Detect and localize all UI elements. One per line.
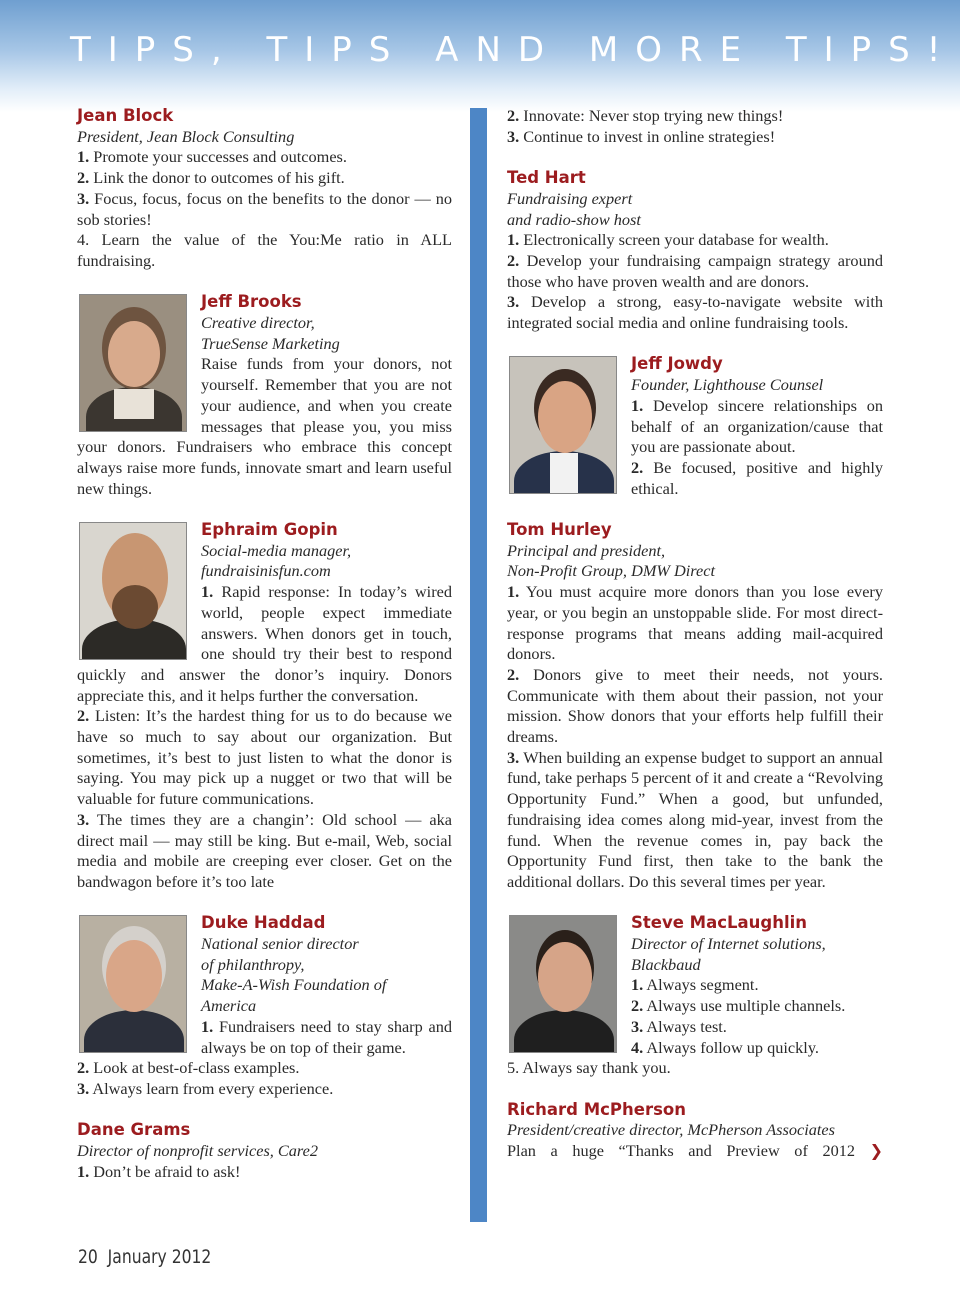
tip-item: 3. Always test.	[631, 1016, 727, 1036]
tip-item: 3. Focus, focus, focus on the benefits to the donor — no sob stories!	[77, 188, 452, 229]
tip-item: 2. Look at best-of-class examples.	[77, 1058, 300, 1078]
contributor-role: Principal and president,	[507, 540, 666, 560]
contributor-role: Creative director,	[201, 313, 315, 333]
right-column	[507, 106, 883, 1182]
contributor-role: Founder, Lighthouse Counsel	[631, 375, 824, 395]
page-title: TIPS, TIPS AND MORE TIPS!	[70, 30, 958, 70]
tip-item: 2. Be focused, positive and highly ethical.	[631, 457, 883, 498]
issue-date: January 2012	[107, 1246, 212, 1268]
contributor-role: America	[201, 996, 257, 1016]
contributor-role: President/creative director, McPherson Associates	[507, 1120, 835, 1140]
contributor-name: Steve MacLaughlin	[631, 913, 807, 933]
tip-item: 2. Donors give to meet their needs, not yours. Communicate with them about their passion, not your mission. Show donors that your efforts help fulfill their dreams.	[507, 664, 883, 747]
contributor-role: Make-A-Wish Foundation of	[201, 975, 387, 995]
tip-item: 4. Always follow up quickly.	[631, 1037, 819, 1057]
contributor-name: Jeff Brooks	[201, 292, 302, 312]
tip-item: 5. Always say thank you.	[507, 1058, 671, 1078]
tip-item: 1. You must acquire more donors than you lose every year, or you begin an unstoppable slide. For most direct-response programs that means adding mail-acquired donors.	[507, 582, 883, 664]
entry-ted-hart	[507, 168, 883, 334]
contributor-name: Ephraim Gopin	[201, 520, 338, 540]
tip-item: 3. When building an expense budget to support an annual fund, take perhaps 5 percent of it and create a “Revolving Opportunity Fund.” When a good, but unfunded, fundraising idea comes along mid-year, invest from the fund. When the revenue comes in, pay back the Opportunity Fund first, then take to the bank the additional dollars. Do this several times per year.	[507, 747, 883, 891]
contributor-name: Ted Hart	[507, 168, 586, 188]
left-column	[77, 106, 452, 1203]
entry-richard-mcpherson	[507, 1100, 883, 1162]
headshot-photo	[79, 915, 187, 1053]
tip-text: Plan a huge “Thanks and Preview of 2012 ❯	[507, 1141, 883, 1161]
tip-item: 3. Develop a strong, easy-to-navigate website with integrated social media and online fundraising tools.	[507, 292, 883, 333]
tip-item: 2. Always use multiple channels.	[631, 996, 846, 1016]
entry-duke-haddad	[77, 913, 452, 1099]
contributor-role: Blackbaud	[631, 954, 701, 974]
tip-item: 3. Always learn from every experience.	[77, 1079, 334, 1098]
contributor-name: Jean Block	[77, 106, 174, 125]
entry-jeff-brooks	[77, 292, 452, 499]
tip-item: 1. Rapid response: In today’s wired world, people expect immediate answers. When donors get in touch, one should try their best to respond quickly and answer the donor’s inquiry. Donors appreciate this, and it helps further the conversation.	[77, 582, 452, 705]
contributor-role: Director of Internet solutions,	[631, 934, 826, 954]
contributor-name: Dane Grams	[77, 1120, 191, 1140]
tip-item: 2. Listen: It’s the hardest thing for us to do because we have so much to say about our organization. But sometimes, it’s best to just listen to what the donor is saying. You may pick up a nugget or two that will be valuable for future communications.	[77, 706, 452, 809]
tip-item: 4. Learn the value of the You:Me ratio in ALL fundraising.	[77, 230, 452, 270]
tip-item: 2. Innovate: Never stop trying new things!	[507, 106, 784, 125]
headshot-photo	[509, 356, 617, 494]
column-divider	[470, 108, 487, 1222]
entry-tom-hurley	[507, 520, 883, 893]
contributor-role: fundraisinisfun.com	[201, 561, 331, 581]
contributor-role: of philanthropy,	[201, 954, 305, 974]
contributor-role: and radio-show host	[507, 209, 641, 229]
headshot-photo	[79, 294, 187, 432]
tip-item: 1. Promote your successes and outcomes.	[77, 147, 347, 167]
page-number: 20	[78, 1246, 98, 1268]
tip-item: 1. Fundraisers need to stay sharp and always be on top of their game.	[201, 1016, 452, 1057]
entry-dane-grams	[77, 1120, 452, 1182]
tip-item: 1. Electronically screen your database for wealth.	[507, 230, 829, 250]
contributor-role: TrueSense Marketing	[201, 333, 340, 353]
tip-item: 1. Always segment.	[631, 975, 759, 995]
contributor-name: Duke Haddad	[201, 913, 326, 933]
headshot-photo	[79, 522, 187, 660]
contributor-name: Tom Hurley	[507, 520, 612, 540]
contributor-role: Non-Profit Group, DMW Direct	[507, 561, 716, 581]
contributor-name: Jeff Jowdy	[631, 354, 723, 374]
tip-item: 2. Develop your fundraising campaign strategy around those who have proven wealth and are donors.	[507, 250, 883, 291]
tip-item: 1. Develop sincere relationships on behalf of an organization/cause that you are passionate about.	[631, 395, 883, 457]
contributor-role: National senior director	[201, 934, 359, 954]
tip-item: 1. Don’t be afraid to ask!	[77, 1161, 241, 1181]
tip-item: 3. The times they are a changin’: Old school — aka direct mail — may still be king. But e-mail, Web, social media and mobile are creeping ever closer. Get on the bandwagon before it’s too late	[77, 809, 452, 891]
contributor-role: Director of nonprofit services, Care2	[77, 1141, 319, 1161]
entry-continued-tips	[507, 106, 883, 147]
tip-item: 3. Continue to invest in online strategies!	[507, 126, 776, 146]
entry-steve-maclaughlin	[507, 913, 883, 1079]
continue-arrow-icon: ❯	[869, 1141, 883, 1161]
tip-item: 2. Link the donor to outcomes of his gift.	[77, 168, 345, 188]
entry-jean-block	[77, 106, 452, 272]
contributor-name: Richard McPherson	[507, 1099, 686, 1119]
contributor-role: Fundraising expert	[507, 188, 633, 208]
entry-jeff-jowdy	[507, 354, 883, 499]
contributor-role: Social-media manager,	[201, 540, 352, 560]
entry-ephraim-gopin	[77, 520, 452, 893]
page-footer	[78, 1246, 211, 1268]
contributor-role: President, Jean Block Consulting	[77, 126, 295, 146]
tip-text: Raise funds from your donors, not yourself. Remember that you are not your audience, and when you create messages that please you, you miss your donors. Fundraisers who embrace this concept always raise more funds, innovate smart and learn useful new things.	[77, 354, 452, 498]
headshot-photo	[509, 915, 617, 1053]
